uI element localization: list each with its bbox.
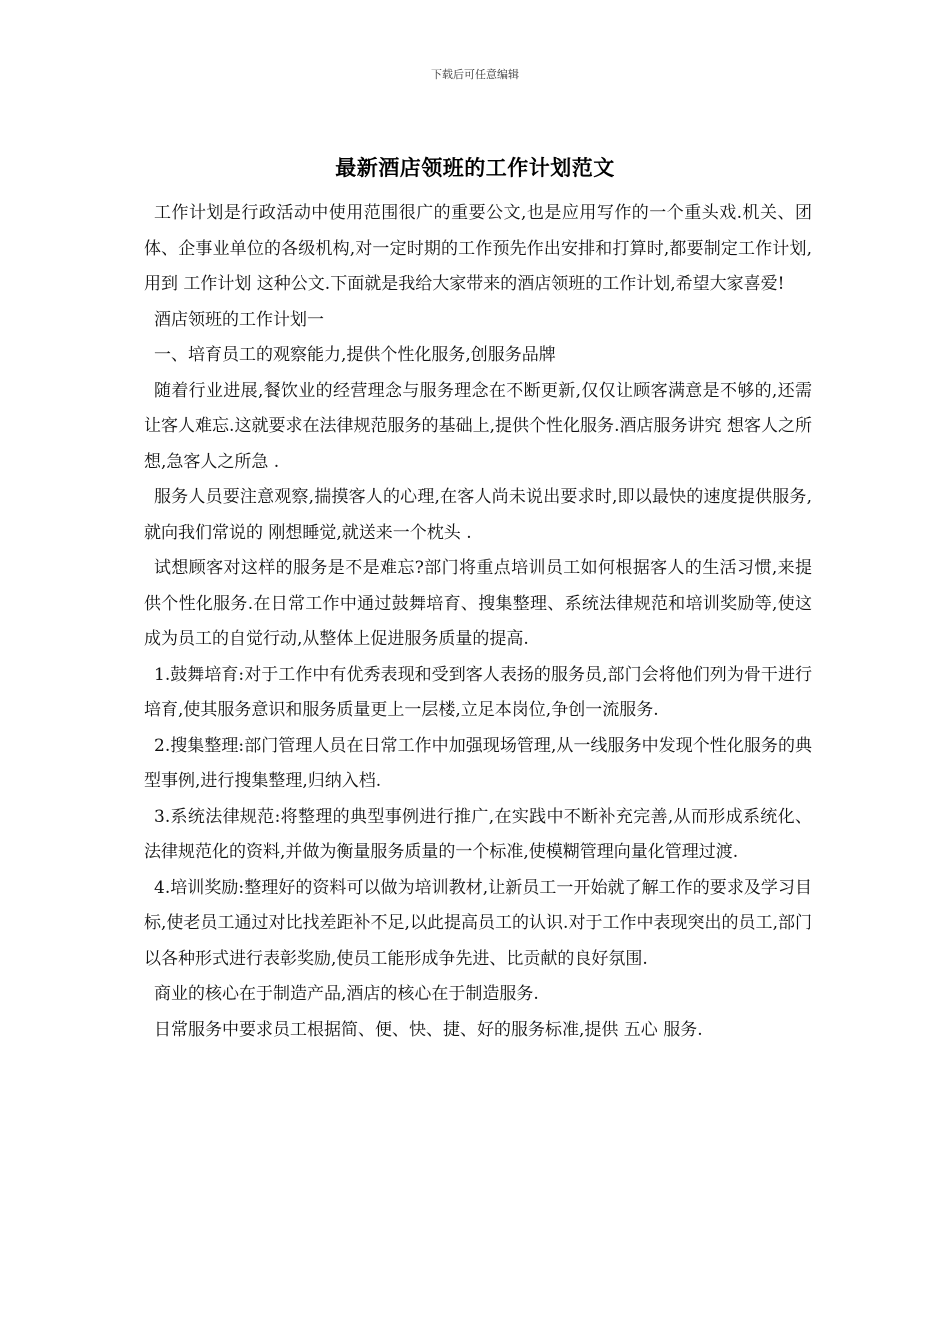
paragraph-item-1: 1.鼓舞培育:对于工作中有优秀表现和受到客人表扬的服务员,部门会将他们列为骨干进行培育,使其服务意识和服务质量更上一层楼,立足本岗位,争创一流服务. <box>144 664 812 720</box>
paragraph-point-one-heading: 一、培育员工的观察能力,提供个性化服务,创服务品牌 <box>154 345 556 365</box>
paragraph-item-2: 2.搜集整理:部门管理人员在日常工作中加强现场管理,从一线服务中发现个性化服务的典型事例,进行搜集整理,归纳入档. <box>144 735 812 791</box>
paragraph-item-3: 3.系统法律规范:将整理的典型事例进行推广,在实践中不断补充完善,从而形成系统化、法律规范化的资料,并做为衡量服务质量的一个标准,使模糊管理向量化管理过渡. <box>144 806 812 862</box>
paragraph: 随着行业进展,餐饮业的经营理念与服务理念在不断更新,仅仅让顾客满意是不够的,还需让客人难忘.这就要求在法律规范服务的基础上,提供个性化服务.酒店服务讲究 想客人之所想,急客人之所急 . <box>144 380 812 472</box>
document-title: 最新酒店领班的工作计划范文 <box>335 155 615 180</box>
header-note: 下载后可任意编辑 <box>431 68 519 81</box>
paragraph: 试想顾客对这样的服务是不是难忘?部门将重点培训员工如何根据客人的生活习惯,来提供个性化服务.在日常工作中通过鼓舞培育、搜集整理、系统法律规范和培训奖励等,使这成为员工的自觉行动,从整体上促进服务质量的提高. <box>144 558 812 649</box>
paragraph-item-4: 4.培训奖励:整理好的资料可以做为培训教材,让新员工一开始就了解工作的要求及学习目标,使老员工通过对比找差距补不足,以此提高员工的认识.对于工作中表现突出的员工,部门以各种形式进行表彰奖励,使员工能形成争先进、比贡献的良好氛围. <box>144 877 812 969</box>
paragraph-section-heading: 酒店领班的工作计划一 <box>154 309 324 330</box>
paragraph: 商业的核心在于制造产品,酒店的核心在于制造服务. <box>154 984 539 1004</box>
paragraph-intro: 工作计划是行政活动中使用范围很广的重要公文,也是应用写作的一个重头戏.机关、团体、企事业单位的各级机构,对一定时期的工作预先作出安排和打算时,都要制定工作计划,用到 工作计划 这种公文.下面就是我给大家带来的酒店领班的工作计划,希望大家喜爱! <box>144 203 812 294</box>
paragraph: 服务人员要注意观察,揣摸客人的心理,在客人尚未说出要求时,即以最快的速度提供服务,就向我们常说的 刚想睡觉,就送来一个枕头 . <box>144 487 812 543</box>
document-body <box>144 196 812 1048</box>
paragraph: 日常服务中要求员工根据简、便、快、捷、好的服务标准,提供 五心 服务. <box>154 1019 703 1040</box>
